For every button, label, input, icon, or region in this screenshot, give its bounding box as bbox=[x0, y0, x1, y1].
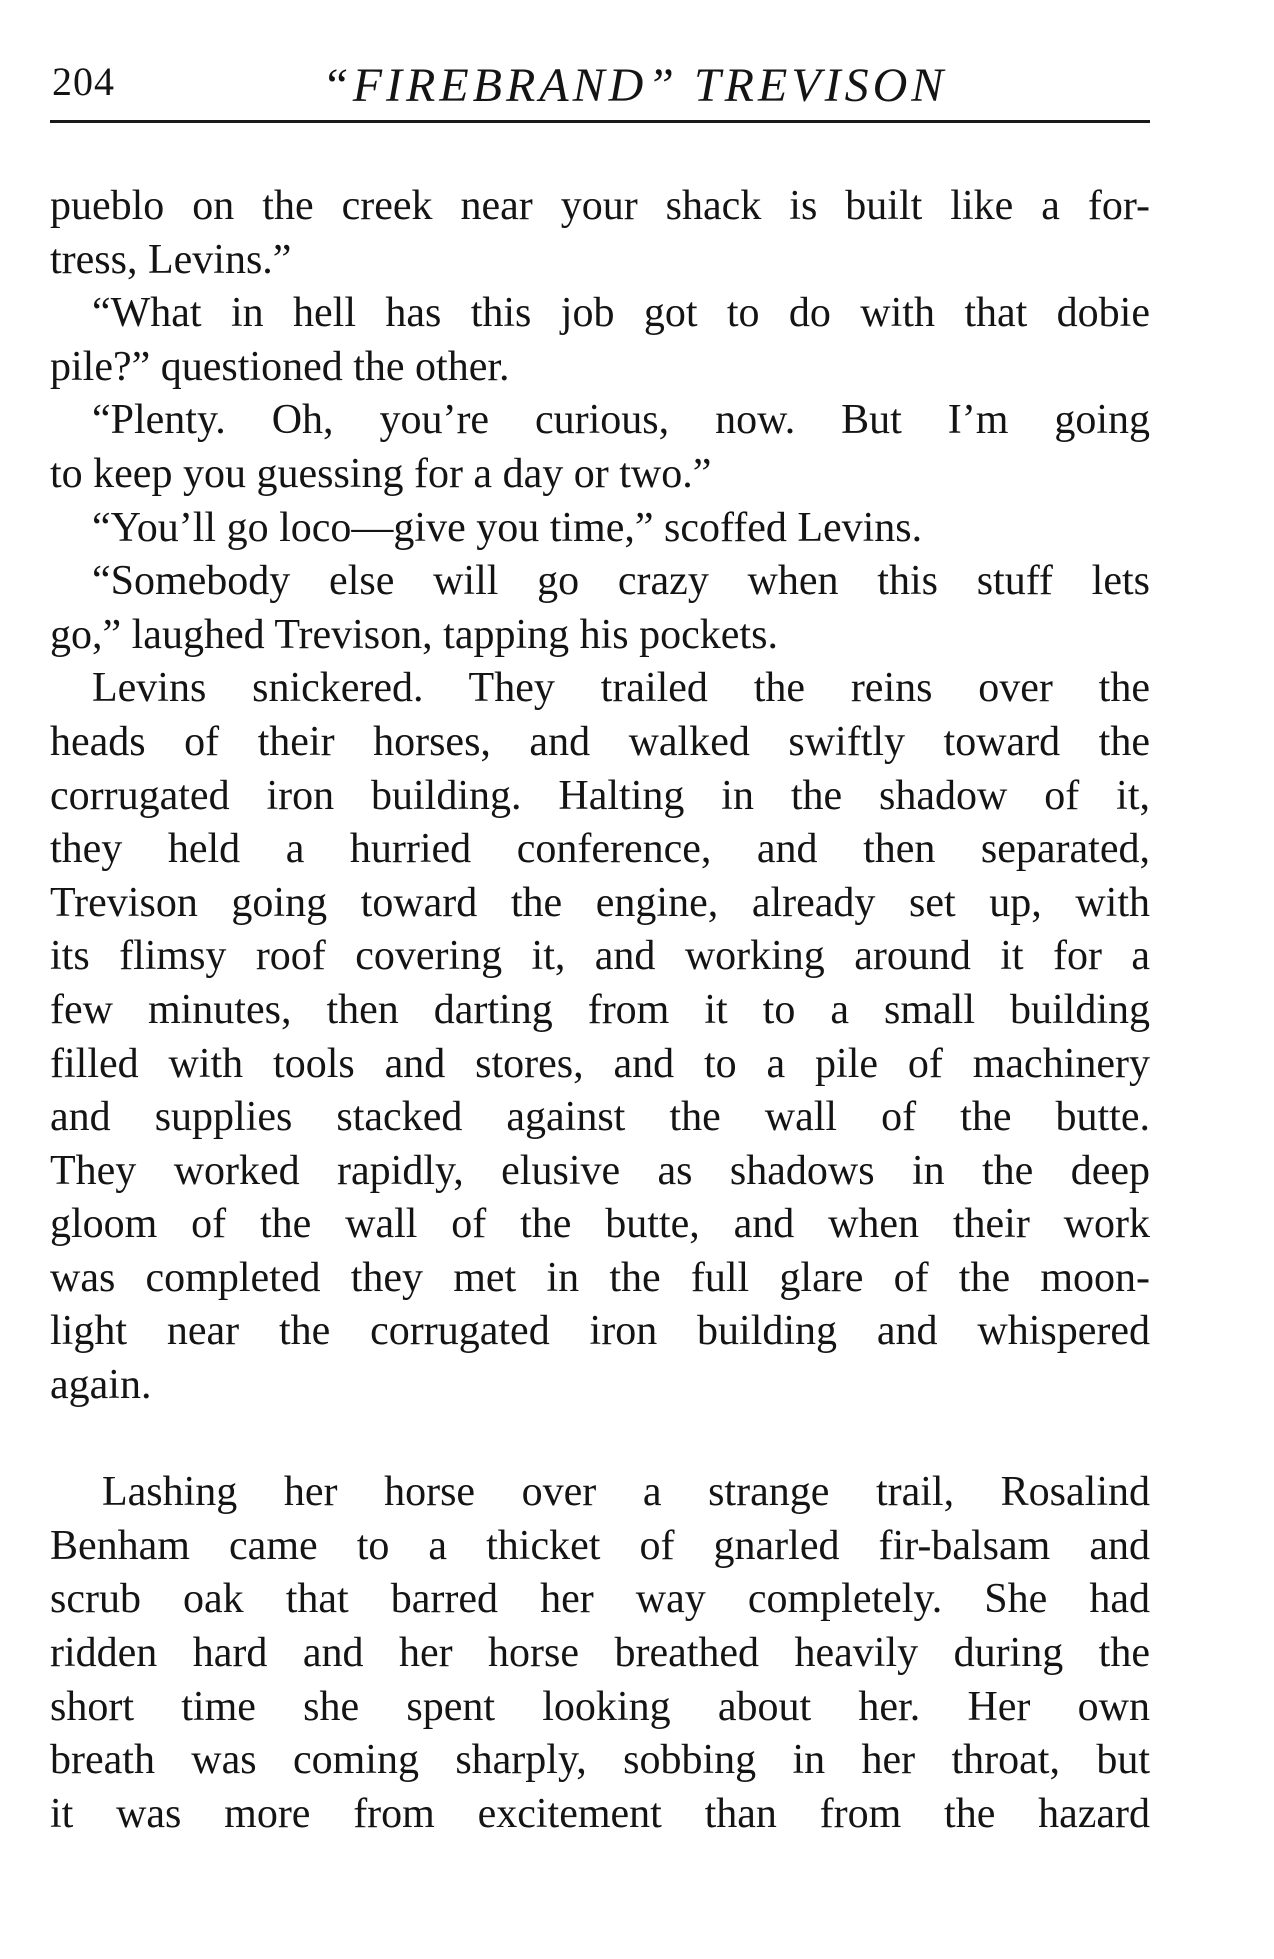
text-line: pile?” questioned the other. bbox=[50, 343, 510, 390]
text-line: Levins snickered. They trailed the reins over the bbox=[92, 665, 1150, 712]
running-title: “FIREBRAND” TREVISON bbox=[322, 59, 948, 112]
header-rule bbox=[50, 120, 1150, 123]
paragraph-block-2 bbox=[50, 1466, 1150, 1841]
text-line: heads of their horses, and walked swiftly toward the bbox=[50, 718, 1150, 765]
text-line: breath was coming sharply, sobbing in her throat, but bbox=[50, 1737, 1150, 1784]
text-line: go,” laughed Trevison, tapping his pockets. bbox=[50, 611, 778, 658]
text-line: again. bbox=[50, 1362, 152, 1409]
page-number: 204 bbox=[52, 59, 115, 104]
text-line: They worked rapidly, elusive as shadows in the deep bbox=[50, 1147, 1150, 1194]
text-line: it was more from excitement than from the hazard bbox=[50, 1790, 1150, 1837]
text-line: “Somebody else will go crazy when this stuff lets bbox=[92, 558, 1150, 605]
text-line: ridden hard and her horse breathed heavily during the bbox=[50, 1630, 1150, 1677]
text-line: tress, Levins.” bbox=[50, 236, 292, 283]
text-line: was completed they met in the full glare of the moon- bbox=[50, 1254, 1150, 1301]
text-line: “You’ll go loco—give you time,” scoffed Levins. bbox=[92, 504, 923, 551]
paragraph-block-1 bbox=[50, 180, 1150, 1413]
text-line: few minutes, then darting from it to a small building bbox=[50, 986, 1150, 1033]
page-header bbox=[52, 52, 1150, 122]
text-line: “What in hell has this job got to do with that dobie bbox=[92, 290, 1150, 337]
text-line: Lashing her horse over a strange trail, Rosalind bbox=[102, 1469, 1150, 1516]
text-line: light near the corrugated iron building and whispered bbox=[50, 1308, 1150, 1355]
text-line: “Plenty. Oh, you’re curious, now. But I’m going bbox=[92, 397, 1150, 444]
text-line: Trevison going toward the engine, already set up, with bbox=[50, 879, 1150, 926]
text-line: to keep you guessing for a day or two.” bbox=[50, 450, 712, 497]
text-line: Benham came to a thicket of gnarled fir-balsam and bbox=[50, 1522, 1150, 1569]
text-line: filled with tools and stores, and to a pile of machinery bbox=[50, 1040, 1150, 1087]
text-line: they held a hurried conference, and then separated, bbox=[50, 826, 1150, 873]
text-line: corrugated iron building. Halting in the shadow of it, bbox=[50, 772, 1150, 819]
text-line: its flimsy roof covering it, and working around it for a bbox=[50, 933, 1150, 980]
text-line: scrub oak that barred her way completely. She had bbox=[50, 1576, 1150, 1623]
text-line: gloom of the wall of the butte, and when their work bbox=[50, 1201, 1150, 1248]
body-text bbox=[50, 180, 1150, 1841]
text-line: and supplies stacked against the wall of the butte. bbox=[50, 1094, 1150, 1141]
text-line: pueblo on the creek near your shack is built like a for- bbox=[50, 183, 1150, 229]
text-line: short time she spent looking about her. Her own bbox=[50, 1683, 1150, 1730]
section-break bbox=[50, 1413, 1150, 1467]
